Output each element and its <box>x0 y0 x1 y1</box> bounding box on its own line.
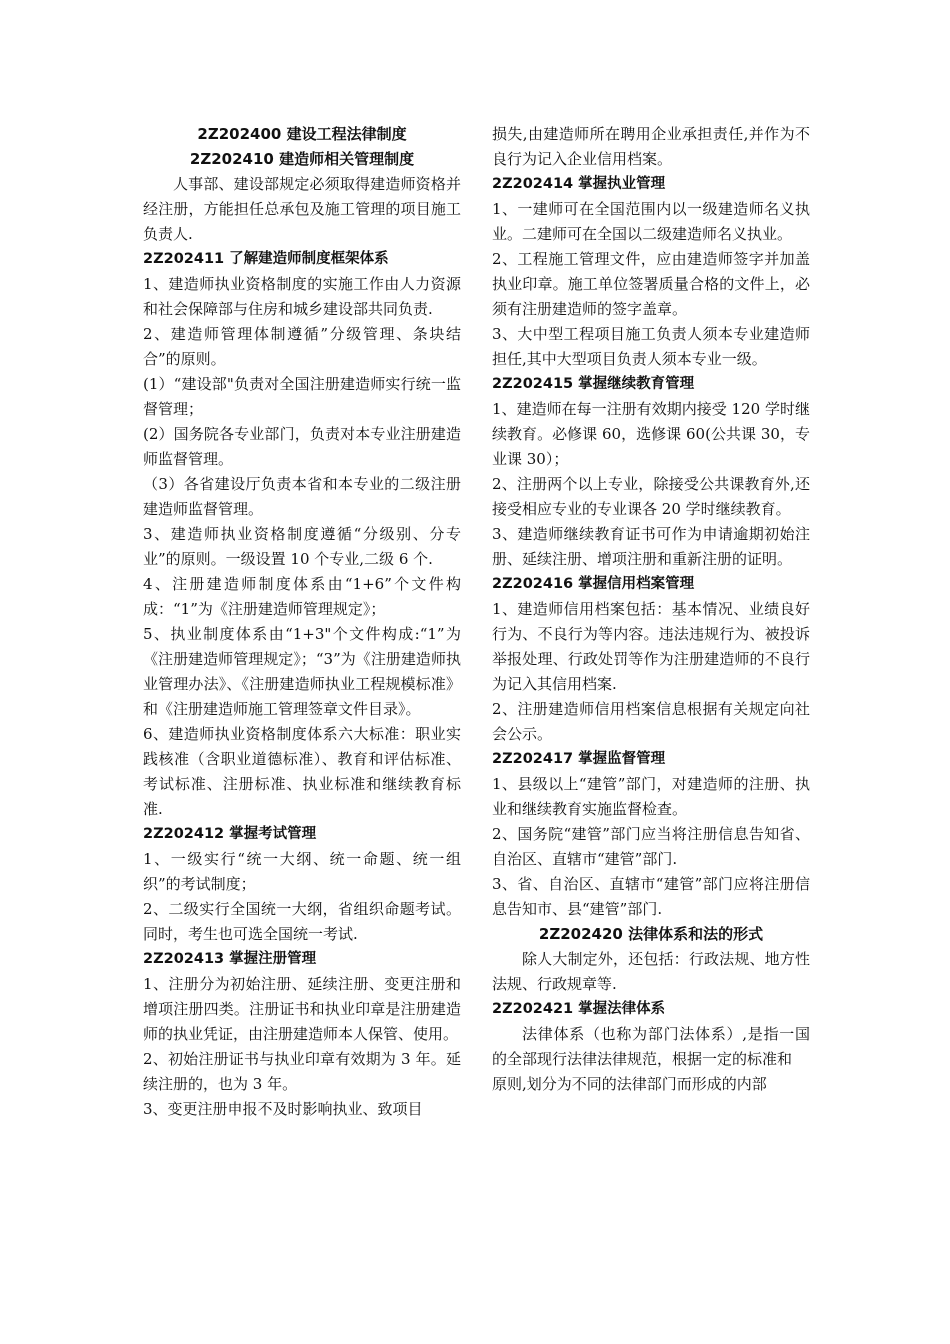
heading-2z202412: 2Z202412 掌握考试管理 <box>143 826 317 842</box>
paragraph: 损失,由建造师所在聘用企业承担责任,并作为不良行为记入企业信用档案。 <box>492 125 810 168</box>
chapter-title: 2Z202400 建设工程法律制度 <box>197 125 407 143</box>
paragraph: 1、建造师在每一注册有效期内接受 120 学时继续教育。必修课 60，选修课 60(公共课 30，专业课 30）； <box>492 400 810 468</box>
paragraph: (2）国务院各专业部门，负责对本专业注册建造师监督管理。 <box>143 425 461 468</box>
heading-2z202413: 2Z202413 掌握注册管理 <box>143 951 317 967</box>
paragraph: 1、建造师信用档案包括：基本情况、业绩良好行为、不良行为等内容。违法违规行为、被投诉举报处理、行政处罚等作为注册建造师的不良行为记入其信用档案. <box>492 600 810 693</box>
paragraph: 2、二级实行全国统一大纲，省组织命题考试。同时，考生也可选全国统一考试. <box>143 900 461 943</box>
heading-2z202411: 2Z202411 了解建造师制度框架体系 <box>143 251 389 267</box>
paragraph: 4、注册建造师制度体系由“1+6”个文件构成：“1”为《注册建造师管理规定》； <box>143 575 461 618</box>
paragraph: 2、注册建造师信用档案信息根据有关规定向社会公示。 <box>492 700 810 743</box>
paragraph: 法律体系（也称为部门法体系）,是指一国的全部现行法律法律规范，根据一定的标准和 <box>492 1025 810 1068</box>
paragraph: 1、一级实行“统一大纲、统一命题、统一组织”的考试制度； <box>143 850 461 893</box>
section-title: 2Z202410 建造师相关管理制度 <box>189 150 415 168</box>
section-intro: 除人大制定外，还包括：行政法规、地方性法规、行政规章等. <box>492 950 810 993</box>
right-column <box>492 122 810 1097</box>
paragraph: 1、注册分为初始注册、延续注册、变更注册和增项注册四类。注册证书和执业印章是注册建造师的执业凭证，由注册建造师本人保管、使用。 <box>143 975 461 1043</box>
paragraph: 6、建造师执业资格制度体系六大标准：职业实践核准（含职业道德标准）、教育和评估标准、考试标准、注册标准、执业标准和继续教育标准. <box>143 725 461 818</box>
paragraph: 3、大中型工程项目施工负责人须本专业建造师担任,其中大型项目负责人须本专业一级。 <box>492 325 810 368</box>
heading-2z202421: 2Z202421 掌握法律体系 <box>492 1001 666 1017</box>
paragraph: 2、工程施工管理文件，应由建造师签字并加盖执业印章。施工单位签署质量合格的文件上，必须有注册建造师的签字盖章。 <box>492 250 810 318</box>
left-column <box>143 122 461 1122</box>
paragraph: 3、建造师继续教育证书可作为申请逾期初始注册、延续注册、增项注册和重新注册的证明。 <box>492 525 810 568</box>
paragraph: 2、注册两个以上专业，除接受公共课教育外,还接受相应专业的专业课各 20 学时继续教育。 <box>492 475 810 518</box>
paragraph: （3）各省建设厅负责本省和本专业的二级注册建造师监督管理。 <box>143 475 461 518</box>
paragraph: 1、县级以上“建管”部门，对建造师的注册、执业和继续教育实施监督检查。 <box>492 775 810 818</box>
paragraph: 2、建造师管理体制遵循”分级管理、条块结合”的原则。 <box>143 325 461 368</box>
paragraph: 2、国务院“建管”部门应当将注册信息告知省、自治区、直辖市“建管”部门. <box>492 825 810 868</box>
paragraph: 3、建造师执业资格制度遵循“分级别、分专业”的原则。一级设置 10 个专业,二级 6 个. <box>143 525 461 568</box>
paragraph: 3、省、自治区、直辖市“建管”部门应将注册信息告知市、县“建管”部门. <box>492 875 810 918</box>
paragraph: 5、执业制度体系由“1+3"个文件构成:“1”为《注册建造师管理规定》；“3”为《注册建造师执业管理办法》、《注册建造师执业工程规模标准》和《注册建造师施工管理签章文件目录》。 <box>143 625 461 718</box>
section-intro: 人事部、建设部规定必须取得建造师资格并经注册，方能担任总承包及施工管理的项目施工负责人. <box>143 175 461 243</box>
heading-2z202414: 2Z202414 掌握执业管理 <box>492 176 666 192</box>
heading-2z202415: 2Z202415 掌握继续教育管理 <box>492 376 695 392</box>
paragraph: 2、初始注册证书与执业印章有效期为 3 年。延续注册的，也为 3 年。 <box>143 1050 461 1093</box>
paragraph: 原则,划分为不同的法律部门而形成的内部 <box>492 1075 767 1093</box>
heading-2z202417: 2Z202417 掌握监督管理 <box>492 751 666 767</box>
paragraph: (1）“建设部"负责对全国注册建造师实行统一监督管理； <box>143 375 461 418</box>
paragraph: 1、建造师执业资格制度的实施工作由人力资源和社会保障部与住房和城乡建设部共同负责. <box>143 275 461 318</box>
paragraph: 1、一建师可在全国范围内以一级建造师名义执业。二建师可在全国以二级建造师名义执业。 <box>492 200 810 243</box>
paragraph: 3、变更注册申报不及时影响执业、致项目 <box>143 1100 423 1118</box>
heading-2z202416: 2Z202416 掌握信用档案管理 <box>492 576 695 592</box>
section-title-2z202420: 2Z202420 法律体系和法的形式 <box>538 925 764 943</box>
